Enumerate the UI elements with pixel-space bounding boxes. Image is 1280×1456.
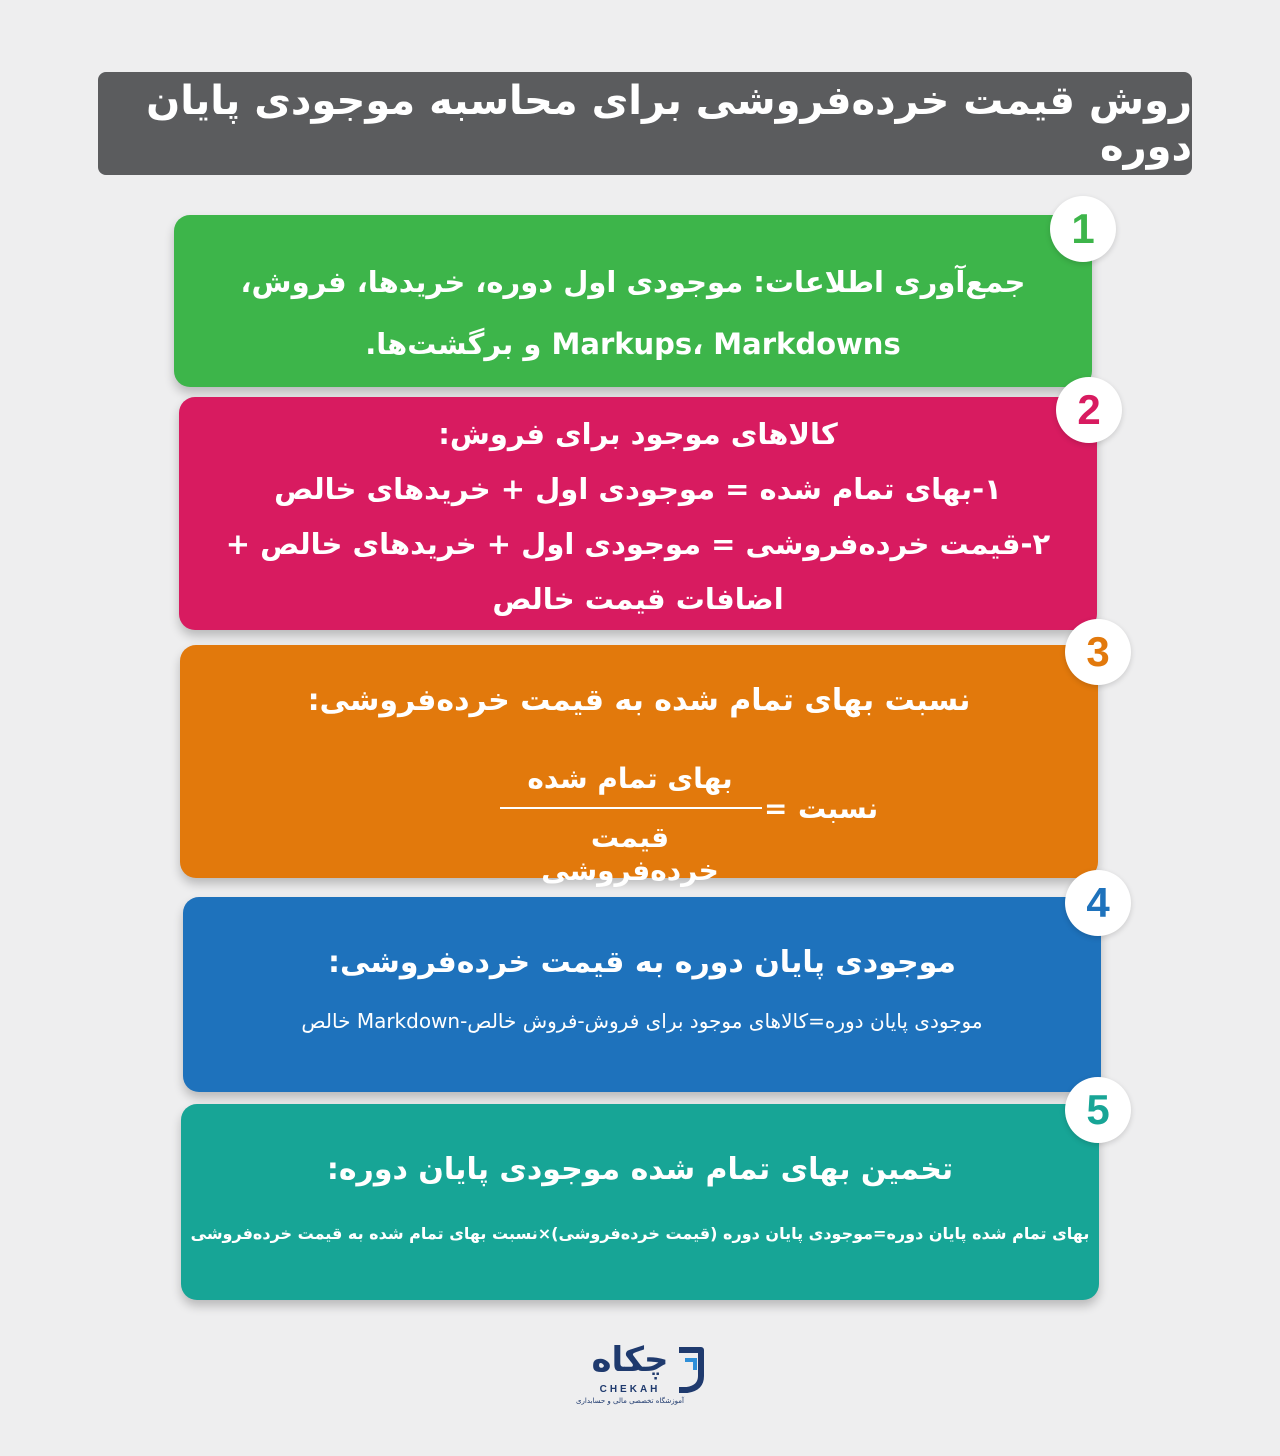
step-5-number-badge: 5 [1065, 1077, 1131, 1143]
step-3-heading: نسبت بهای تمام شده به قیمت خرده‌فروشی: [307, 683, 971, 718]
step-2-card [179, 397, 1097, 630]
step-2-line-2: ۱-بهای تمام شده = موجودی اول + خریدهای خالص [274, 472, 1002, 506]
step-2-line-1: کالاهای موجود برای فروش: [438, 417, 838, 451]
step-4-number-badge: 4 [1065, 870, 1131, 936]
step-4-card [183, 897, 1101, 1092]
logo-wordmark: چکاه [591, 1340, 669, 1380]
step-4-formula: موجودی پایان دوره=کالاهای موجود برای فروش-فروش خالص-Markdown خالص [301, 1009, 983, 1033]
step-1-line-2: Markups، Markdowns و برگشت‌ها. [365, 327, 901, 361]
step-1-line-1: جمع‌آوری اطلاعات: موجودی اول دوره، خریدها، فروش، [240, 265, 1026, 299]
formula-ratio-label: نسبت [798, 792, 879, 825]
formula-numerator: بهای تمام شده [527, 762, 733, 795]
step-5-heading: تخمین بهای تمام شده موجودی پایان دوره: [326, 1152, 954, 1187]
logo-latin-text: CHEKAH [599, 1384, 661, 1395]
formula-denominator: قیمت خرده‌فروشی [541, 821, 719, 887]
step-4-heading: موجودی پایان دوره به قیمت خرده‌فروشی: [327, 945, 957, 980]
fraction-bar [500, 807, 762, 809]
step-1-card [174, 215, 1092, 387]
step-2-line-3: ۲-قیمت خرده‌فروشی = موجودی اول + خریدهای خالص + [225, 527, 1051, 561]
logo-tagline: آموزشگاه تخصصی مالی و حسابداری [576, 1397, 684, 1405]
chekah-logo [575, 1340, 710, 1410]
step-5-card [181, 1104, 1099, 1300]
step-1-number-badge: 1 [1050, 196, 1116, 262]
page-title: روش قیمت خرده‌فروشی برای محاسبه موجودی پایان دوره [98, 72, 1192, 175]
step-2-number-badge: 2 [1056, 377, 1122, 443]
step-3-number-badge: 3 [1065, 619, 1131, 685]
step-2-line-4: اضافات قیمت خالص [492, 582, 784, 616]
step-5-formula: بهای تمام شده پایان دوره=موجودی پایان دوره (قیمت خرده‌فروشی)×نسبت بهای تمام شده به قیمت خرده‌فروشی [190, 1224, 1090, 1243]
step-3-card [180, 645, 1098, 887]
formula-equals-sign: = [764, 792, 788, 825]
